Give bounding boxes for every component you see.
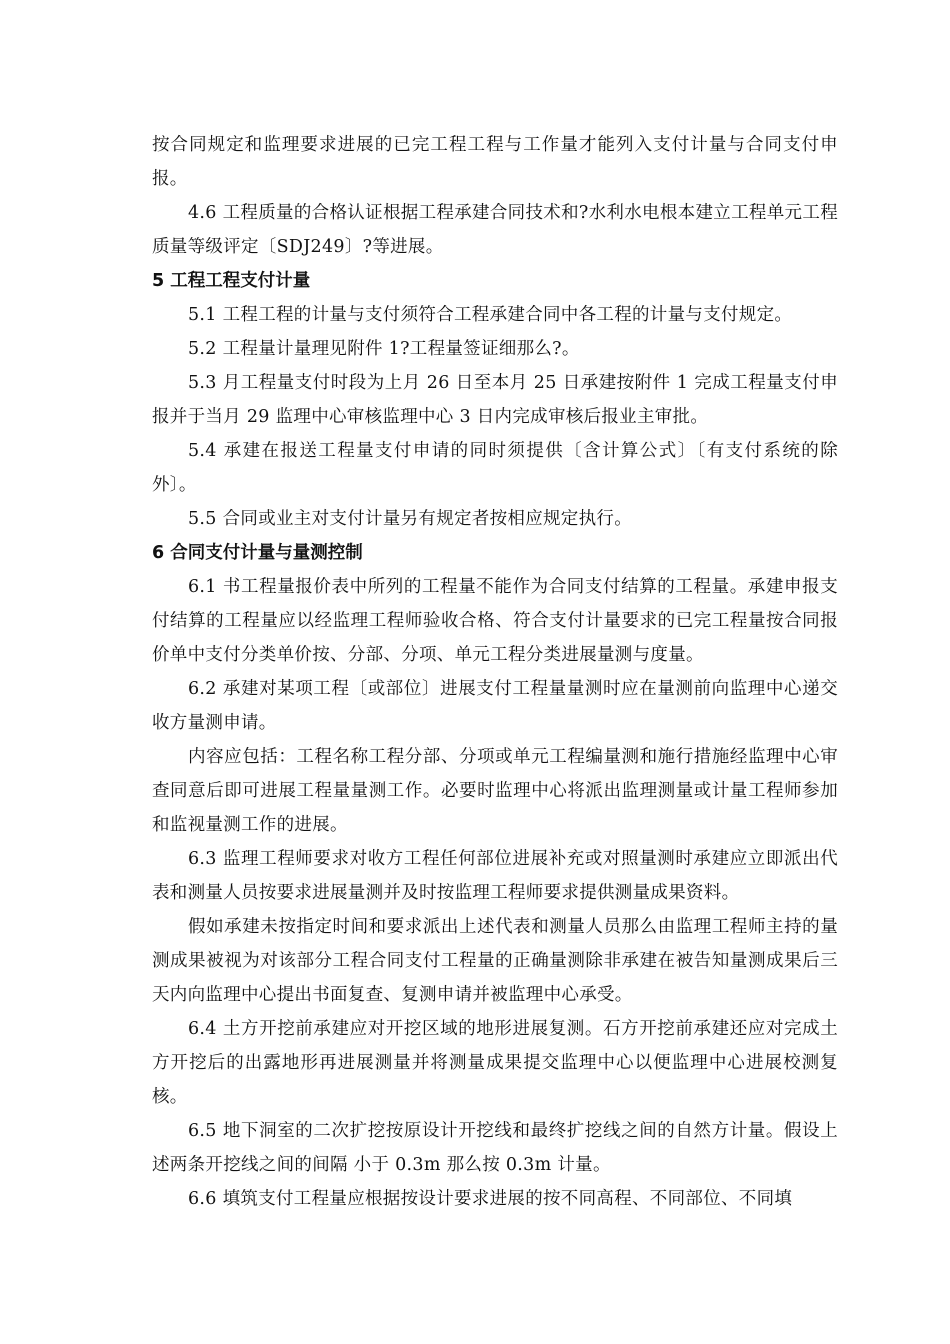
paragraph: 5.1 工程工程的计量与支付须符合工程承建合同中各工程的计量与支付规定。 <box>188 305 793 325</box>
paragraph: 5.4 承建在报送工程量支付申请的同时须提供〔含计算公式〕〔有支付系统的除外〕。 <box>152 441 838 495</box>
paragraph: 6.2 承建对某项工程〔或部位〕进展支付工程量量测时应在量测前向监理中心递交收方量测申请。 <box>152 679 838 733</box>
section-heading: 6 合同支付计量与量测控制 <box>152 543 363 563</box>
paragraph: 6.3 监理工程师要求对收方工程任何部位进展补充或对照量测时承建应立即派出代表和测量人员按要求进展量测并及时按监理工程师要求提供测量成果资料。 <box>152 849 838 903</box>
document-body <box>152 128 838 1216</box>
paragraph: 内容应包括：工程名称工程分部、分项或单元工程编量测和施行措施经监理中心审查同意后即可进展工程量量测工作。必要时监理中心将派出监理测量或计量工程师参加和监视量测工作的进展。 <box>152 747 838 835</box>
paragraph: 5.3 月工程量支付时段为上月 26 日至本月 25 日承建按附件 1 完成工程量支付申报并于当月 29 监理中心审核监理中心 3 日内完成审核后报业主审批。 <box>152 373 838 427</box>
paragraph: 6.6 填筑支付工程量应根据按设计要求进展的按不同高程、不同部位、不同填 <box>188 1189 793 1209</box>
paragraph: 5.2 工程量计量理见附件 1?工程量签证细那么?。 <box>188 339 580 359</box>
paragraph: 6.5 地下洞室的二次扩挖按原设计开挖线和最终扩挖线之间的自然方计量。假设上述两条开挖线之间的间隔 小于 0.3m 那么按 0.3m 计量。 <box>152 1121 838 1175</box>
paragraph: 按合同规定和监理要求进展的已完工程工程与工作量才能列入支付计量与合同支付申报。 <box>152 135 838 189</box>
paragraph: 5.5 合同或业主对支付计量另有规定者按相应规定执行。 <box>188 509 632 529</box>
paragraph: 4.6 工程质量的合格认证根据工程承建合同技术和?水利水电根本建立工程单元工程质量等级评定〔SDJ249〕?等进展。 <box>152 203 838 257</box>
paragraph: 6.4 土方开挖前承建应对开挖区域的地形进展复测。石方开挖前承建还应对完成土方开挖后的出露地形再进展测量并将测量成果提交监理中心以便监理中心进展校测复核。 <box>152 1019 838 1107</box>
paragraph: 假如承建未按指定时间和要求派出上述代表和测量人员那么由监理工程师主持的量测成果被视为对该部分工程合同支付工程量的正确量测除非承建在被告知量测成果后三天内向监理中心提出书面复查、复测申请并被监理中心承受。 <box>152 917 838 1005</box>
paragraph: 6.1 书工程量报价表中所列的工程量不能作为合同支付结算的工程量。承建申报支付结算的工程量应以经监理工程师验收合格、符合支付计量要求的已完工程量按合同报价单中支付分类单价按、分部、分项、单元工程分类进展量测与度量。 <box>152 577 838 665</box>
section-heading: 5 工程工程支付计量 <box>152 271 311 291</box>
